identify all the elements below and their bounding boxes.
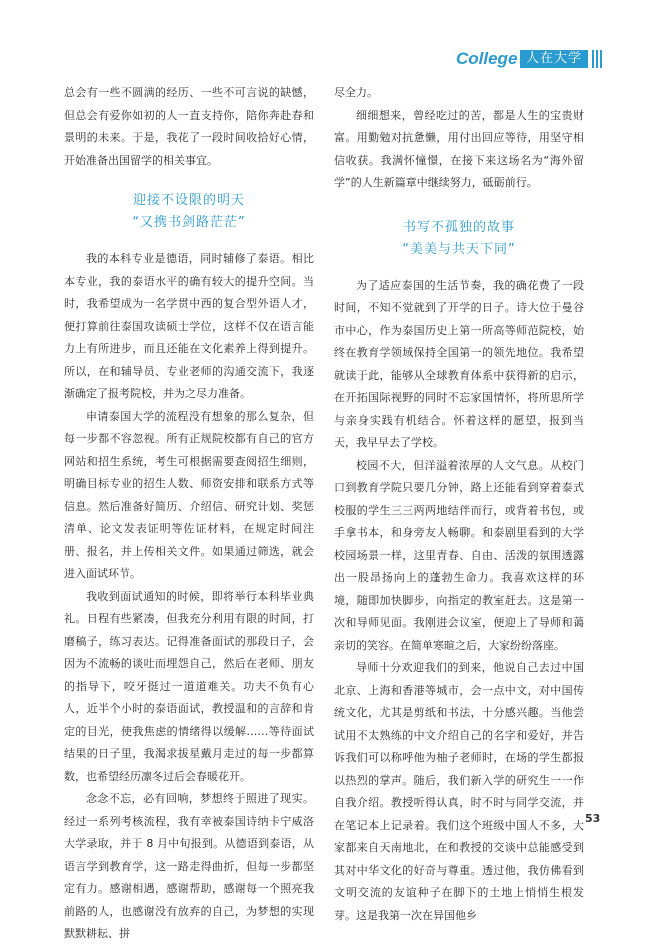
paragraph: 我收到面试通知的时候，即将举行本科毕业典礼。日程有些紧凑，但我充分利用有限的时间，打磨稿子，练习表达。记得准备面试的那段日子，会因为不流畅的谈吐而埋怨自己，然后在老师、朋友的指导下，咬牙挺过一道道难关。功夫不负有心人，近半个小时的泰语面试，教授温和的言辞和肯定的目光，使我焦虑的情绪得以缓解……等待面试结果的日子里，我渴求拔星戴月走过的每一步都算数，也希望经历凛冬过后会春暖花开。 xyxy=(64,589,314,783)
right-column xyxy=(334,82,584,927)
section-heading-left xyxy=(64,190,314,234)
paragraph: 细细想来，曾经吃过的苦，都是人生的宝贵财富。用勤勉对抗惫懒，用付出回应等待，用坚守相信收获。我满怀憧憬，在接下来这场名为“海外留学”的人生新篇章中继续努力，砥砺前行。 xyxy=(334,108,584,189)
heading-line: “美美与共天下同” xyxy=(402,241,516,257)
college-logo-text: College xyxy=(456,49,518,68)
section-heading-right xyxy=(334,217,584,261)
heading-line: “又携书剑路茫茫” xyxy=(132,215,246,230)
left-column xyxy=(64,82,314,946)
paragraph: 念念不忘，必有回响，梦想终于照进了现实。经过一系列考核流程，我有幸被泰国诗纳卡宁威洛大学录取，并于 8 月中旬报到。从德语到泰语，从语言学到教育学，这一路走得曲折，但每一步都坚定有力。感谢相遇，感谢帮助，感谢每一个照亮我前路的人，也感谢没有放弃的自己，为梦想的实现默默耕耘、拼 xyxy=(64,792,314,940)
page-header xyxy=(456,48,606,70)
section-label: 人在大学 xyxy=(520,50,588,68)
page-number: 53 xyxy=(585,812,601,825)
paragraph: 尽全力。 xyxy=(334,86,378,99)
paragraph: 总会有一些不圆满的经历、一些不可言说的缺憾，但总会有爱你如初的人一直支持你，陪你奔赴春和景明的未来。于是，我花了一段时间收拾好心情，开始准备出国留学的相关事宜。 xyxy=(64,86,314,167)
decorative-bars-icon xyxy=(592,50,604,68)
paragraph: 校园不大，但洋溢着浓厚的人文气息。从校门口到教育学院只要几分钟，路上还能看到穿着泰式校服的学生三三两两地结伴而行，或背着书包，或手拿书本，和身旁友人畅聊。和泰剧里看到的大学校园场景一样，这里青春、自由、活泼的氛围透露出一股昂扬向上的蓬勃生命力。我喜欢这样的环境，随即加快脚步，向指定的教室赶去。这是第一次和导师见面。我刚进会议室，便迎上了导师和蔼亲切的笑容。在简单寒暄之后，大家纷纷落座。 xyxy=(334,458,584,652)
paragraph: 申请泰国大学的流程没有想象的那么复杂，但每一步都不容忽视。所有正规院校都有自己的官方网站和招生系统，考生可根据需要查阅招生细则，明确目标专业的招生人数、师资安排和联系方式等信息。然后准备好简历、介绍信、研究计划、奖惩清单、论文发表证明等佐证材料，在规定时间注册、报名，并上传相关文件。如果通过筛选，就会进入面试环节。 xyxy=(64,409,314,580)
heading-line: 迎接不设限的明天 xyxy=(132,193,245,208)
paragraph: 为了适应泰国的生活节奏，我的确花费了一段时间，不知不觉就到了开学的日子。诗大位于曼谷市中心，作为泰国历史上第一所高等师范院校，始终在教育学领域保持全国第一的领先地位。我希望就读于此，能够从全球教育体系中获得新的启示，在开拓国际视野的同时不忘家国情怀，将所思所学与亲身实践有机结合。怀着这样的愿望，报到当天，我早早去了学校。 xyxy=(334,278,584,449)
paragraph: 导师十分欢迎我们的到来，他说自己去过中国北京、上海和香港等城市，会一点中文，对中国传统文化，尤其是剪纸和书法，十分感兴趣。当他尝试用不太熟练的中文介绍自己的名字和爱好，并告诉我们可以称呼他为柚子老师时，在场的学生都报以热烈的掌声。随后，我们新入学的研究生一一作自我介绍。教授听得认真，时不时与同学交流，并在笔记本上记录着。我们这个班级中国人不多，大家都来自天南地北，在和教授的交谈中总能感受到其对中华文化的好奇与尊重。透过他，我仿佛看到文明交流的友谊种子在脚下的土地上悄悄生根发芽。这是我第一次在异国他乡 xyxy=(334,661,584,922)
paragraph: 我的本科专业是德语，同时辅修了泰语。相比本专业，我的泰语水平的确有较大的提升空间。当时，我希望成为一名学贯中西的复合型外语人才，便打算前往泰国攻读硕士学位，这样不仅在语言能力上有所进步，而且还能在文化素养上得到提升。所以，在和辅导员、专业老师的沟通交流下，我逐渐确定了报考院校，并为之尽力准备。 xyxy=(64,252,314,400)
heading-line: 书写不孤独的故事 xyxy=(402,219,515,235)
